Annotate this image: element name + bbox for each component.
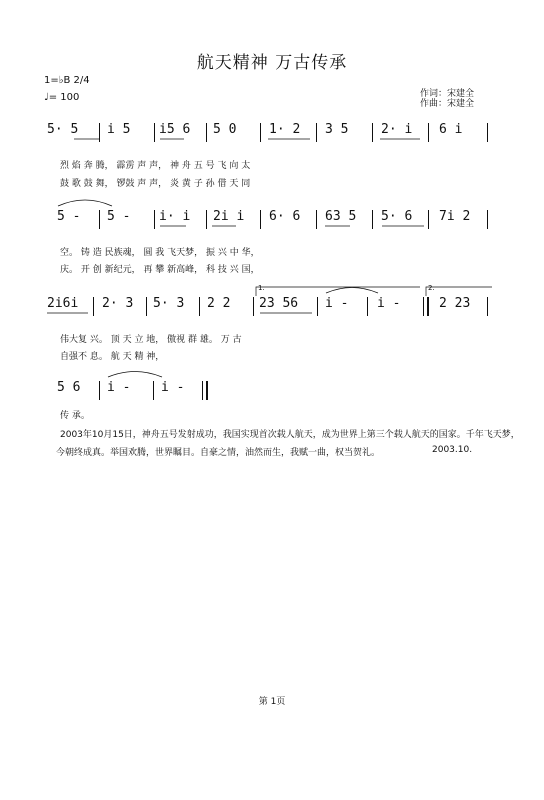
volta-1-label: 1.: [258, 284, 265, 292]
measure: i -: [161, 380, 185, 395]
measure: 5 -: [57, 209, 81, 224]
measure: 2· i: [381, 122, 413, 137]
measure: 2 23: [439, 296, 471, 311]
measure: i 5: [107, 122, 131, 137]
page-title: 航天精神 万古传承: [196, 53, 348, 73]
measure: i5 6: [159, 122, 191, 137]
measure: i· i: [159, 209, 191, 224]
note-line-1: 2003年10月15日，神舟五号发射成功，我国实现首次载人航天，成为世界上第三个载人航天的国家。千年飞天梦，: [60, 430, 520, 440]
measure: 63 5: [325, 209, 357, 224]
tempo-marking: ♩= 100: [44, 92, 80, 103]
volta-1-bracket: [256, 287, 420, 296]
measure: 1· 2: [269, 122, 301, 137]
measure: 6 i: [439, 122, 463, 137]
measure: 6· 6: [269, 209, 301, 224]
lyric-line-2a: 空。 铸 造 民族魂， 圆 我 飞天梦， 振 兴 中 华，: [60, 248, 260, 258]
measure: 3 5: [325, 122, 349, 137]
measure: 5· 6: [381, 209, 413, 224]
volta-2-bracket: [426, 287, 492, 296]
measure: 5 -: [107, 209, 131, 224]
tie-arc: [58, 200, 112, 206]
lyric-line-2b: 庆。 开 创 新纪元， 再 攀 新高峰， 科 技 兴 国，: [60, 265, 260, 275]
note-line-2: 今朝终成真。举国欢腾，世界瞩目。自豪之情，油然而生，我赋一曲，权当贺礼。: [56, 448, 381, 458]
key-signature: 1=♭B 2/4: [44, 75, 90, 86]
measure: 5 0: [213, 122, 237, 137]
measure: 2i i: [213, 209, 245, 224]
measure: 5 6: [57, 380, 81, 395]
note-date: 2003.10.: [432, 445, 473, 455]
measure: i -: [325, 296, 349, 311]
measure: i -: [377, 296, 401, 311]
measure: 23 56: [259, 296, 299, 311]
lyric-line-3b: 自强不 息。 航 天 精 神，: [60, 352, 165, 362]
volta-2-label: 2.: [428, 284, 435, 292]
tie-arc: [326, 288, 378, 294]
tie-arc: [108, 372, 162, 378]
measure: 7i 2: [439, 209, 471, 224]
composer-credit: 作曲：宋建全: [420, 99, 475, 109]
measure: 5· 3: [153, 296, 185, 311]
lyric-line-1b: 鼓 歌 鼓 舞， 锣鼓 声 声， 炎 黄 子 孙 借 天 同: [60, 179, 251, 189]
lyric-line-4: 传 承。: [60, 411, 90, 421]
measure: 2i6i: [47, 296, 79, 311]
measure: 2· 3: [102, 296, 134, 311]
lyricist-credit: 作词：宋建全: [420, 89, 475, 99]
page-number: 第 1页: [258, 697, 286, 707]
lyric-line-3a: 伟大复 兴。 顶 天 立 地， 傲视 群 雄。 万 古: [60, 335, 242, 345]
measure: i -: [107, 380, 131, 395]
measure: 2 2: [207, 296, 231, 311]
lyric-line-1a: 烈 焰 奔 腾， 霹雳 声 声， 神 舟 五 号 飞 向 太: [60, 161, 251, 171]
measure: 5· 5: [47, 122, 79, 137]
